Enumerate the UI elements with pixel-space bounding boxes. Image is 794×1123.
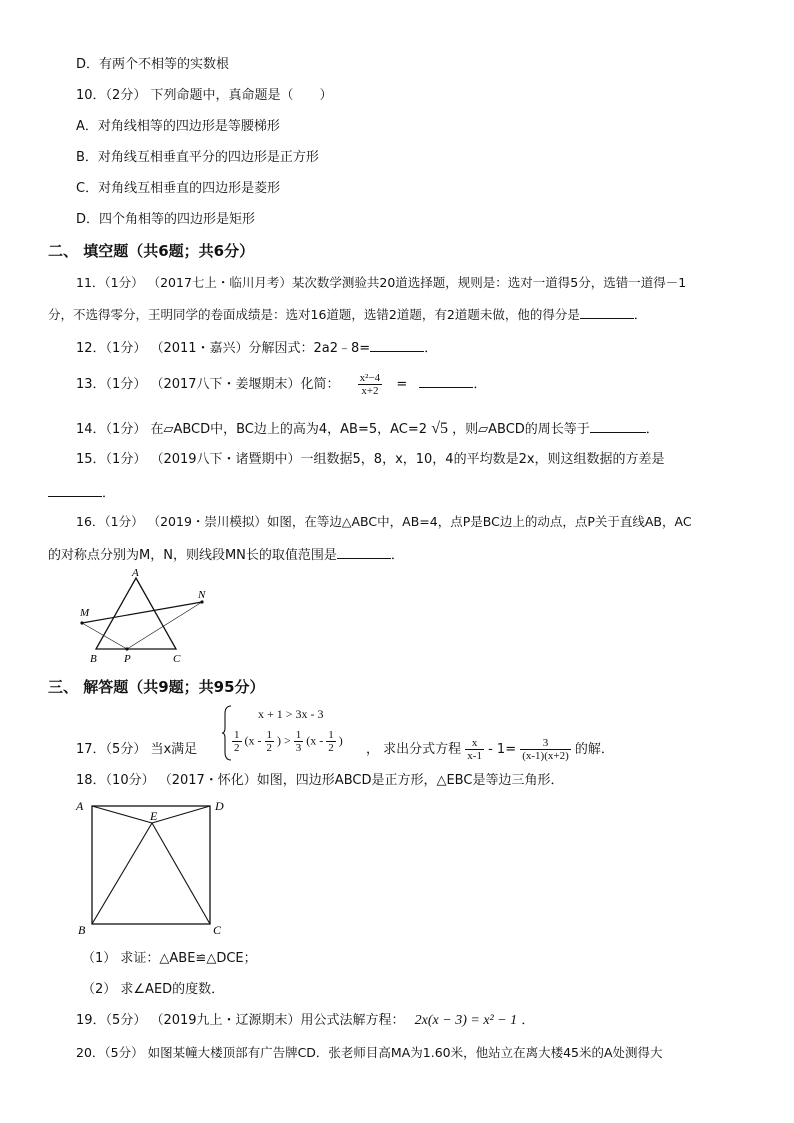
q17-inequality-1: x + 1 > 3x - 3 <box>258 707 324 721</box>
q12-end: ． <box>424 341 438 356</box>
label-e: E <box>150 809 158 823</box>
q11-text: 分，不选得零分，王明同学的卷面成绩是：选对16道题，选错2道题，有2道题未做，他的得分是 <box>48 307 580 322</box>
q17-fraction-1: $\frac{x}{x-1}$ <box>467 737 482 762</box>
q15-line2 <box>48 482 115 503</box>
q16-line2 <box>48 544 404 565</box>
q12-text: 12．（1分） （2011・嘉兴）分解因式：2a2﹣8= <box>76 341 371 356</box>
label-b: B <box>90 653 97 665</box>
answer-blank[interactable] <box>48 482 102 497</box>
label-a: A <box>132 567 139 579</box>
q10-option-d: D．四个角相等的四边形是矩形 <box>76 212 256 227</box>
q11-line2 <box>48 304 646 324</box>
segment-mn <box>82 602 202 623</box>
q14-end: ． <box>645 422 659 437</box>
segment-de <box>152 806 210 823</box>
q18-part-1: （1） 求证：△ABE≌△DCE； <box>82 951 257 966</box>
label-m: M <box>80 607 90 619</box>
q10-option-c: C．对角线互相垂直的四边形是菱形 <box>76 181 281 196</box>
frac: $\frac{1}{2}$ <box>328 729 334 754</box>
q13-line <box>76 370 486 400</box>
q17-rest <box>366 736 614 764</box>
q19-text: 19．（5分） （2019九上・辽源期末）用公式法解方程： <box>76 1013 405 1028</box>
q14-line <box>76 418 659 439</box>
answer-blank[interactable] <box>370 337 424 352</box>
label-a: A <box>76 799 84 813</box>
q16-triangle-figure <box>72 566 222 666</box>
label-n: N <box>198 589 206 601</box>
q17-minus: - 1= <box>488 742 517 757</box>
frac: $\frac{1}{3}$ <box>295 729 302 754</box>
q19-equation: 2x(x − 3) = x² − 1 <box>414 1013 518 1028</box>
q12-line <box>76 337 437 358</box>
q17-suffix: 的解． <box>574 742 614 757</box>
q17-mid: ， 求出分式方程 <box>366 742 462 757</box>
q11-end: ． <box>633 307 647 322</box>
q20-line: 20．（5分） 如图某幢大楼顶部有广告牌CD．张老师目高MA为1.60米，他站立在离大楼45米的A处测得大 <box>76 1045 663 1060</box>
q9-option-d: D．有两个不相等的实数根 <box>76 57 230 72</box>
q19-line <box>76 1012 534 1030</box>
q14-text: 14．（1分） 在▱ABCD中，BC边上的高为4，AB=5，AC=2 <box>76 422 428 437</box>
frac: $\frac{1}{2}$ <box>234 729 240 754</box>
label-d: D <box>215 799 224 813</box>
q13-equals: = <box>396 377 408 392</box>
q16-text: 的对称点分别为M，N，则线段MN长的取值范围是 <box>48 548 337 563</box>
q15-line1: 15．（1分） （2019八下・诸暨期中）一组数据5，8，x，10，4的平均数是2x，则这组数据的方差是 <box>76 452 665 467</box>
q10-option-b: B．对角线互相垂直平分的四边形是正方形 <box>76 150 319 165</box>
answer-blank[interactable] <box>419 373 473 388</box>
point-p <box>125 647 128 650</box>
label-c: C <box>173 653 181 665</box>
q16-line1: 16．（1分） （2019・崇川模拟）如图，在等边△ABC中，AB=4，点P是BC边上的动点，点P关于直线AB，AC <box>76 514 692 529</box>
frac: $\frac{1}{2}$ <box>266 729 272 754</box>
q18-stem: 18．（10分） （2017・怀化）如图，四边形ABCD是正方形，△EBC是等边三角形． <box>76 773 564 788</box>
q17-fraction-2: $\frac{3}{(x-1)(x+2)}$ <box>522 737 569 762</box>
q19-end: ． <box>521 1013 535 1028</box>
label-p: P <box>124 653 131 665</box>
q16-end: ． <box>390 548 404 563</box>
q18-square-figure <box>70 796 240 938</box>
segment-ce <box>152 823 210 924</box>
q13-denominator: x+2 <box>361 385 379 397</box>
segment-ae <box>92 806 152 823</box>
q17-inequality-2: $\frac{1}{2}$ (x - $\frac{1}{2}$ ) > $\frac{1}{3}$ (x - $\frac{1}{2}$ ) <box>234 729 343 754</box>
section-3-heading: 三、 解答题（共9题；共95分） <box>48 678 265 696</box>
answer-blank[interactable] <box>590 418 646 433</box>
q13-numerator: x²−4 <box>359 372 381 384</box>
q10-option-a: A．对角线相等的四边形是等腰梯形 <box>76 119 280 134</box>
answer-blank[interactable] <box>580 304 634 319</box>
label-b: B <box>78 923 86 937</box>
q14-rest: ，则▱ABCD的周长等于 <box>452 422 590 437</box>
q18-part-2: （2） 求∠AED的度数． <box>82 982 225 997</box>
answer-blank[interactable] <box>337 544 391 559</box>
label-c: C <box>213 923 222 937</box>
q15-end: ． <box>102 486 116 501</box>
q13-fraction <box>358 372 383 397</box>
q13-text: 13．（1分） （2017八下・姜堰期末）化简： <box>76 377 340 392</box>
q13-end: ． <box>473 377 487 392</box>
segment-be <box>92 823 152 924</box>
section-2-heading: 二、 填空题（共6题；共6分） <box>48 242 255 260</box>
q10-stem: 10．（2分） 下列命题中，真命题是（ ） <box>76 88 333 103</box>
q11-line1: 11．（1分） （2017七上・临川月考）某次数学测验共20道选择题，规则是：选对一道得5分，选错一道得－1 <box>76 275 687 290</box>
point-m <box>80 621 83 624</box>
q17-prefix: 17．（5分） 当x满足 <box>76 742 198 757</box>
q14-sqrt: √5 <box>431 420 448 437</box>
segment-mp <box>82 623 127 649</box>
